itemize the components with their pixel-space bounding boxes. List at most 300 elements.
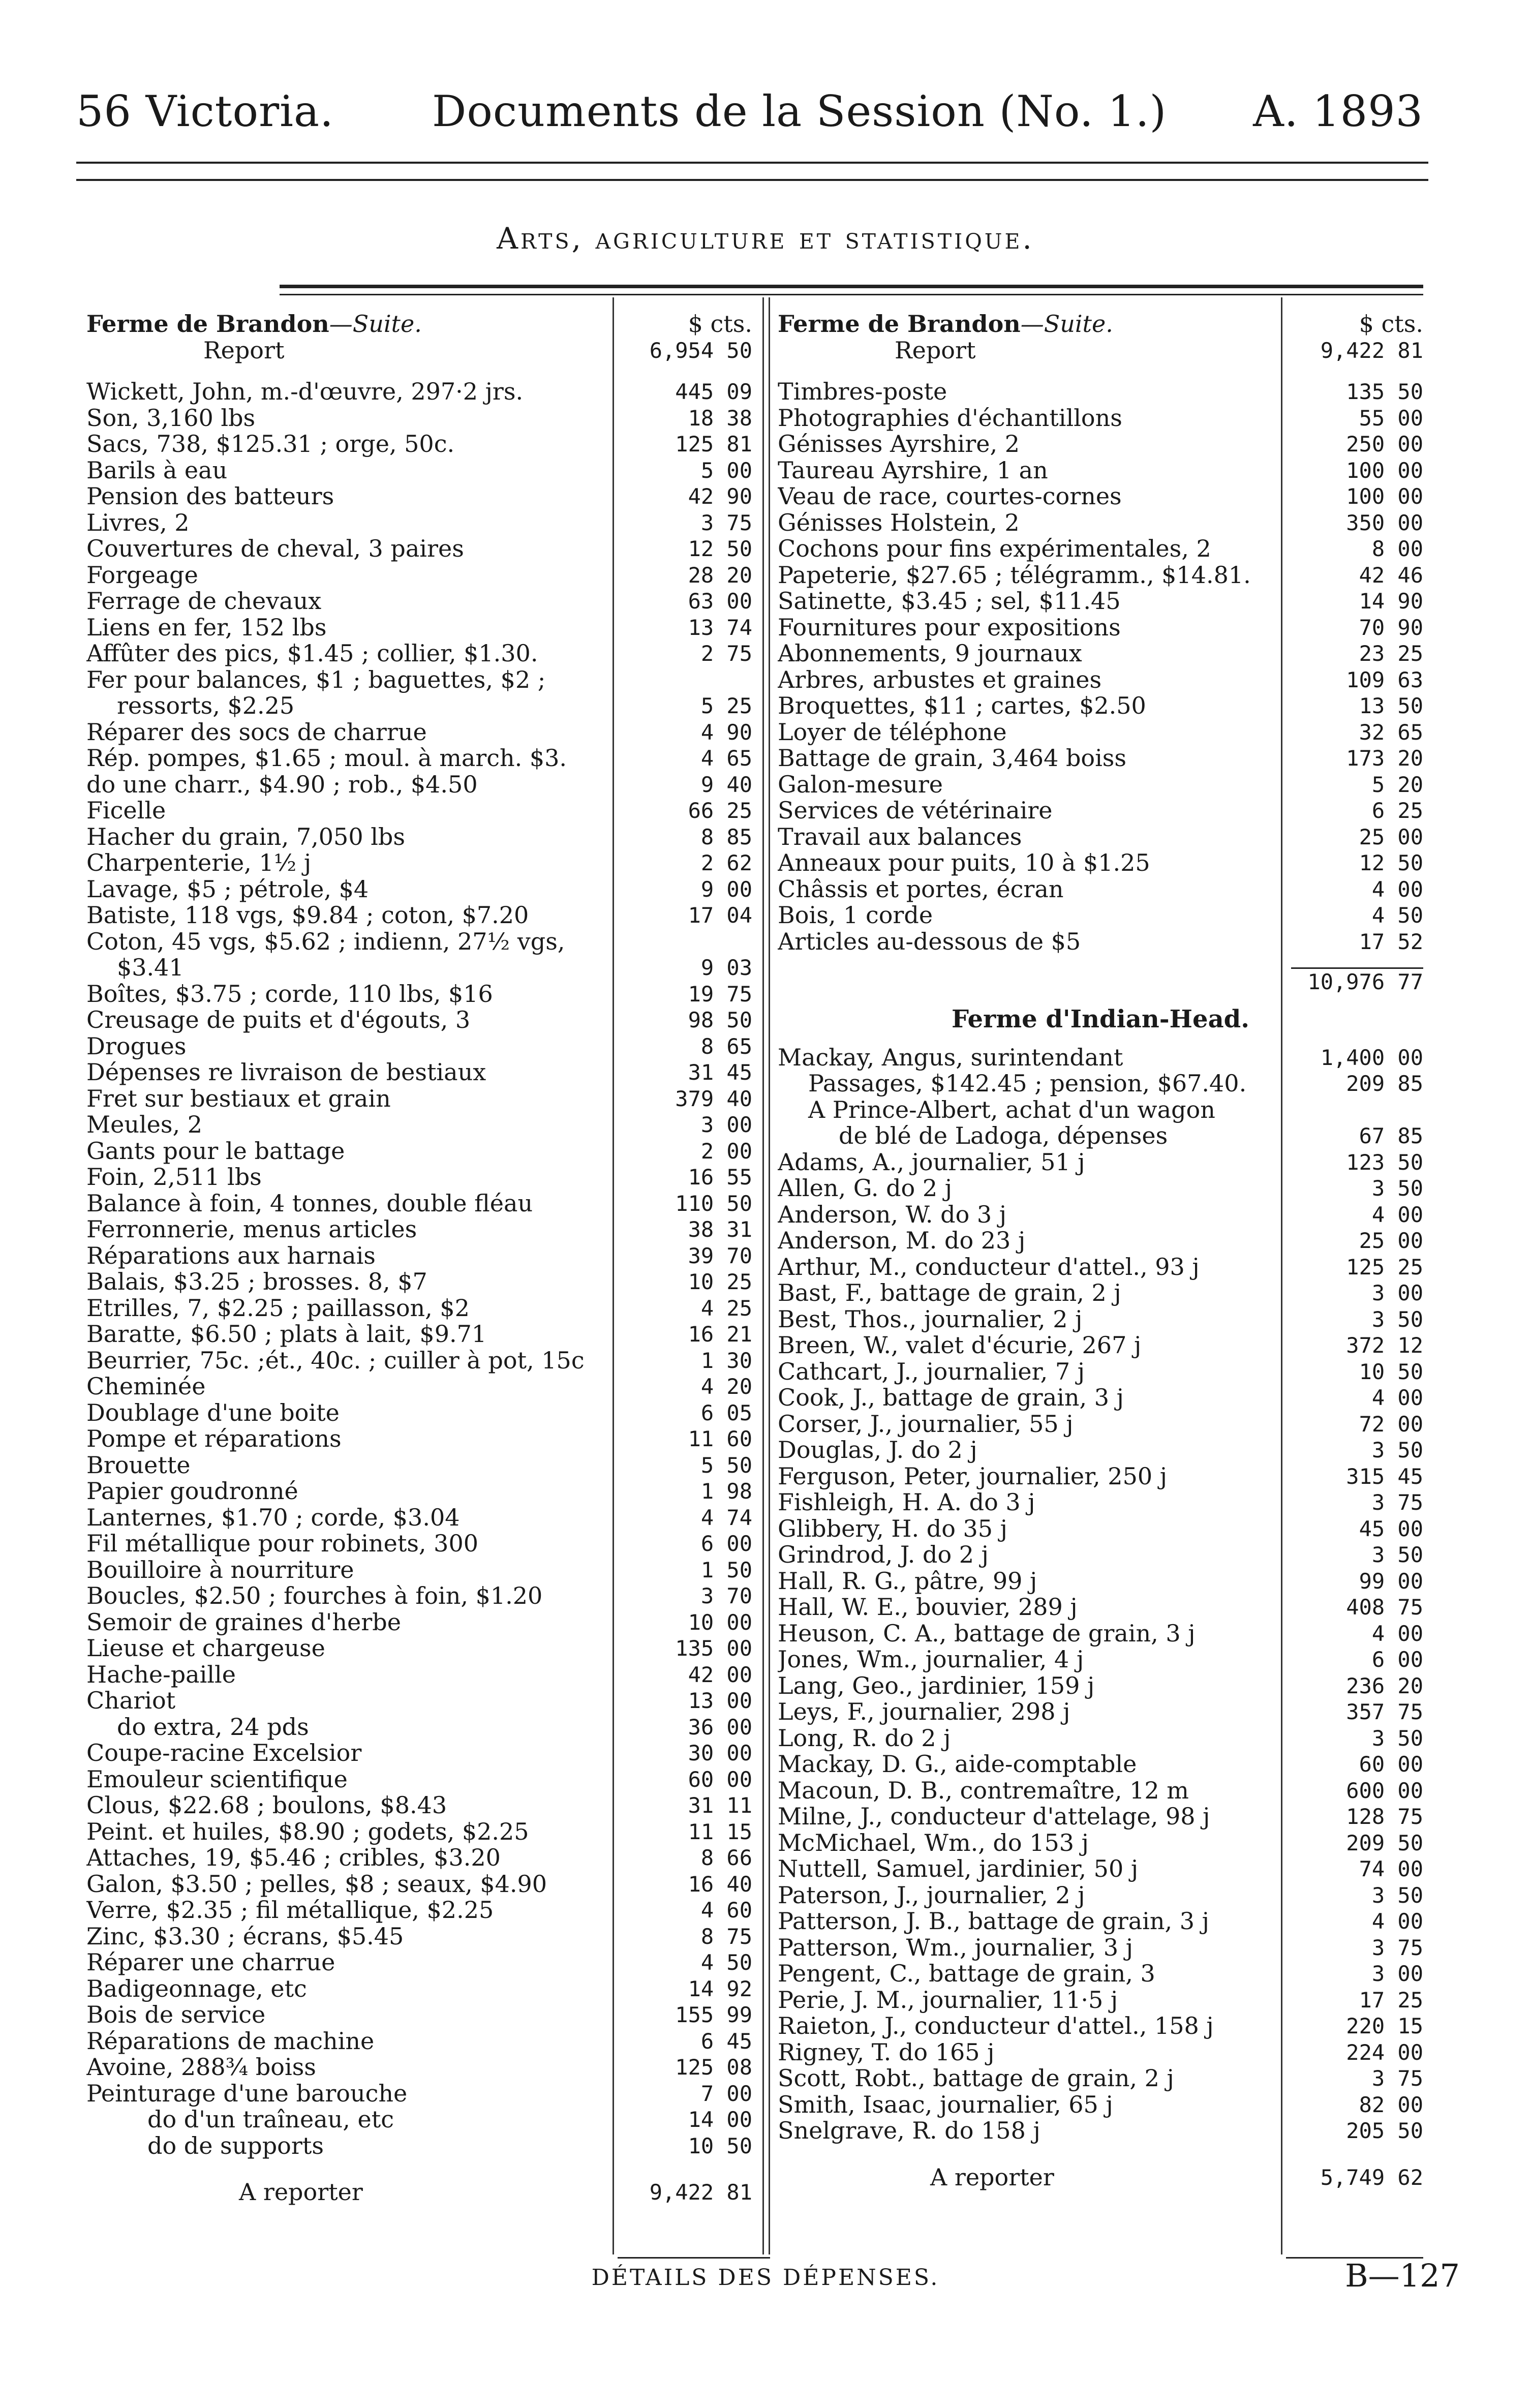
ledger-row: [86, 1688, 752, 1714]
ledger-row: [778, 1202, 1423, 1228]
ledger-item-description: Livres, 2: [86, 509, 190, 536]
ledger-item-description: ressorts, $2.25: [117, 693, 295, 719]
section-rule-thin: [280, 294, 1423, 295]
ledger-item-amount: 209 50: [1346, 1830, 1423, 1855]
ledger-item-amount: 45 00: [1359, 1516, 1423, 1541]
ledger-item-description: Etrilles, 7, $2.25 ; paillasson, $2: [86, 1295, 470, 1321]
ledger-row: [86, 458, 752, 484]
ledger-item-description: Clous, $22.68 ; boulons, $8.43: [86, 1792, 447, 1819]
ledger-row: [86, 772, 752, 798]
page-number: B—127: [1345, 2257, 1460, 2294]
ledger-row: [778, 1673, 1423, 1699]
ledger-item-description: Travail aux balances: [778, 824, 1022, 850]
ledger-item-description: Broquettes, $11 ; cartes, $2.50: [778, 693, 1146, 719]
ledger-row: [778, 745, 1423, 772]
ledger-row: [86, 1871, 752, 1898]
ledger-item-amount: 10 00: [688, 1609, 752, 1635]
ledger-item-description: Attaches, 19, $5.46 ; cribles, $3.20: [86, 1845, 501, 1871]
ledger-item-description: Smith, Isaac, journalier, 65 j: [778, 2091, 1113, 2118]
ledger-item-amount: 18 38: [688, 405, 752, 431]
ledger-item-description: Galon-mesure: [778, 771, 943, 798]
ledger-row: [86, 641, 752, 667]
ledger-item-amount: 14 90: [1359, 589, 1423, 614]
ledger-row: [86, 1007, 752, 1033]
left-rows: [86, 379, 752, 2159]
ledger-item-amount: 3 50: [1371, 1438, 1423, 1462]
ledger-row: [86, 798, 752, 824]
ledger-row: [86, 1976, 752, 2002]
ledger-item-description: Réparations de machine: [86, 2028, 375, 2054]
ledger-item-description: Paterson, J., journalier, 2 j: [778, 1882, 1085, 1908]
ledger-row: [86, 2081, 752, 2107]
ledger-item-description: Emouleur scientifique: [86, 1766, 348, 1792]
ledger-item-description: Zinc, $3.30 ; écrans, $5.45: [86, 1923, 404, 1949]
ledger-item-description: Nuttell, Samuel, jardinier, 50 j: [778, 1856, 1139, 1882]
ledger-row: [778, 1097, 1423, 1123]
ledger-item-description: Perie, J. M., journalier, 11·5 j: [778, 1987, 1118, 2013]
ledger-item-amount: 3 70: [700, 1583, 752, 1608]
ledger-item-amount: 1 50: [700, 1557, 752, 1582]
ledger-row: [778, 1594, 1423, 1621]
ledger-item-amount: 123 50: [1346, 1149, 1423, 1175]
right-report-amount: 9,422 81: [1320, 338, 1423, 363]
ledger-item-description: Passages, $142.45 ; pension, $67.40.: [808, 1071, 1247, 1097]
ledger-item-amount: 3 50: [1371, 1882, 1423, 1908]
ledger-item-description: Leys, F., journalier, 298 j: [778, 1699, 1070, 1725]
ledger-item-description: Ferronnerie, menus articles: [86, 1216, 417, 1243]
ledger-item-description: Sacs, 738, $125.31 ; orge, 50c.: [86, 431, 455, 458]
ledger-item-description: Dépenses re livraison de bestiaux: [86, 1059, 486, 1086]
ledger-item-description: Brouette: [86, 1452, 191, 1478]
ledger-row: [778, 1568, 1423, 1595]
ledger-item-description: Doublage d'une boite: [86, 1399, 340, 1426]
ledger-item-description: do de supports: [147, 2132, 324, 2159]
ledger-row: [86, 1531, 752, 1557]
ledger-item-amount: 1 98: [700, 1479, 752, 1504]
ledger-item-description: Meules, 2: [86, 1112, 203, 1138]
ledger-item-amount: 6 05: [700, 1400, 752, 1425]
right-amount-header: $ cts.: [1359, 310, 1423, 338]
ledger-item-description: Loyer de téléphone: [778, 719, 1007, 745]
ledger-row: [86, 693, 752, 719]
ledger-item-description: Cheminée: [86, 1374, 206, 1400]
ledger-item-description: Timbres-poste: [778, 379, 947, 405]
header-rule-bottom: [76, 179, 1428, 181]
right-total-row: [778, 2165, 1423, 2191]
ledger-item-amount: 42 90: [688, 484, 752, 509]
ledger-item-description: Anneaux pour puits, 10 à $1.25: [778, 850, 1150, 876]
ledger-row: [778, 405, 1423, 432]
ledger-item-amount: 9 00: [700, 876, 752, 902]
ledger-item-amount: 110 50: [675, 1191, 752, 1216]
ledger-row: [778, 1149, 1423, 1176]
ledger-row: [86, 510, 752, 536]
ledger-row: [778, 1621, 1423, 1647]
ledger-row: [86, 1374, 752, 1400]
ledger-item-amount: 445 09: [675, 379, 752, 404]
ledger-item-description: Ferrage de chevaux: [86, 588, 322, 615]
ledger-item-description: Raieton, J., conducteur d'attel., 158 j: [778, 2013, 1214, 2039]
ledger-item-amount: 12 50: [1359, 850, 1423, 875]
ledger-row: [778, 667, 1423, 693]
ledger-item-amount: 4 90: [700, 719, 752, 745]
ledger-item-amount: 38 31: [688, 1217, 752, 1242]
ledger-item-description: Services de vétérinaire: [778, 798, 1053, 824]
ledger-row: [86, 1897, 752, 1924]
ledger-item-amount: [620, 929, 752, 955]
ledger-row: [86, 1086, 752, 1112]
ledger-item-description: Fil métallique pour robinets, 300: [86, 1531, 478, 1557]
ledger-row: [778, 1411, 1423, 1438]
ledger-row: [86, 876, 752, 903]
ledger-row: [778, 902, 1423, 929]
ledger-row: [86, 405, 752, 432]
ledger-item-description: Galon, $3.50 ; pelles, $8 ; seaux, $4.90: [86, 1871, 547, 1897]
ledger-row: [778, 1961, 1423, 1987]
ledger-item-amount: 28 20: [688, 562, 752, 588]
ledger-item-amount: 17 04: [688, 903, 752, 928]
ledger-item-amount: 55 00: [1359, 405, 1423, 431]
ledger-item-amount: 60 00: [688, 1766, 752, 1792]
ledger-item-amount: 16 21: [688, 1322, 752, 1347]
ledger-item-amount: 3 50: [1371, 1306, 1423, 1332]
ledger-row: [778, 798, 1423, 824]
ledger-item-amount: 173 20: [1346, 746, 1423, 771]
ledger-row: [778, 1908, 1423, 1935]
ledger-item-amount: 5 25: [700, 693, 752, 718]
ledger-item-description: Hache-paille: [86, 1661, 236, 1688]
ledger-row: [778, 1778, 1423, 1804]
ledger-row: [86, 1191, 752, 1217]
ledger-item-amount: 2 75: [700, 641, 752, 666]
ledger-row: [778, 1882, 1423, 1909]
ledger-item-amount: 63 00: [688, 589, 752, 614]
ledger-item-description: Jones, Wm., journalier, 4 j: [778, 1647, 1084, 1673]
ledger-item-amount: 17 25: [1359, 1987, 1423, 2013]
ledger-item-amount: 100 00: [1346, 458, 1423, 483]
ledger-item-amount: 3 75: [1371, 2066, 1423, 2091]
ledger-item-amount: 11 15: [688, 1819, 752, 1844]
ledger-row: [778, 1280, 1423, 1306]
ledger-item-amount: 125 25: [1346, 1254, 1423, 1279]
ledger-row: [86, 667, 752, 693]
ledger-item-amount: 13 00: [688, 1688, 752, 1713]
ledger-item-amount: 7 00: [700, 2081, 752, 2106]
ledger-row: [86, 1609, 752, 1636]
ledger-item-amount: 23 25: [1359, 641, 1423, 666]
ledger-row: [86, 1557, 752, 1583]
ledger-item-amount: 5 00: [700, 458, 752, 483]
ledger-item-description: Fishleigh, H. A. do 3 j: [778, 1489, 1035, 1516]
section-title: Arts, agriculture et statistique.: [497, 221, 1034, 256]
ledger-item-description: Badigeonnage, etc: [86, 1975, 307, 2002]
ledger-row: [86, 1662, 752, 1688]
ledger-item-description: Hall, W. E., bouvier, 289 j: [778, 1594, 1078, 1621]
ledger-item-description: Affûter des pics, $1.45 ; collier, $1.30.: [86, 641, 538, 667]
ledger-item-description: Son, 3,160 lbs: [86, 405, 256, 431]
ledger-row: [86, 745, 752, 772]
ledger-row: [778, 772, 1423, 798]
ledger-row: [778, 2039, 1423, 2066]
ledger-item-description: Fer pour balances, $1 ; baguettes, $2 ;: [86, 666, 546, 693]
ledger-row: [778, 1332, 1423, 1359]
left-column-header: [86, 311, 752, 338]
ledger-row: [778, 510, 1423, 536]
ledger-item-amount: 30 00: [688, 1741, 752, 1765]
ledger-item-description: Gants pour le battage: [86, 1138, 345, 1164]
ledger-item-amount: 31 45: [688, 1060, 752, 1085]
ledger-row: [778, 483, 1423, 510]
section-rule-thick: [280, 285, 1423, 288]
page-footer: DÉTAILS DES DÉPENSES.: [591, 2265, 940, 2291]
ledger-item-amount: 3 50: [1371, 1176, 1423, 1201]
ledger-item-description: Châssis et portes, écran: [778, 876, 1064, 902]
ledger-item-description: Snelgrave, R. do 158 j: [778, 2118, 1040, 2144]
ledger-item-amount: 16 40: [688, 1871, 752, 1897]
right-column-header: [778, 311, 1423, 338]
ledger-item-description: Wickett, John, m.-d'œuvre, 297·2 jrs.: [86, 379, 524, 405]
ledger-item-amount: 128 75: [1346, 1804, 1423, 1829]
ledger-item-description: Macoun, D. B., contremaître, 12 m: [778, 1777, 1189, 1804]
column-divider-left: [762, 297, 764, 2254]
ledger-item-description: Lieuse et chargeuse: [86, 1635, 325, 1662]
ledger-item-description: Pompe et réparations: [86, 1426, 342, 1452]
ledger-row: [778, 588, 1423, 615]
ledger-item-amount: 70 90: [1359, 615, 1423, 640]
ledger-row: [86, 824, 752, 850]
ledger-item-description: Glibbery, H. do 35 j: [778, 1515, 1007, 1542]
ledger-item-description: Baratte, $6.50 ; plats à lait, $9.71: [86, 1321, 487, 1348]
ledger-row: [86, 1400, 752, 1426]
ledger-item-amount: 13 50: [1359, 693, 1423, 718]
ledger-item-amount: 8 85: [700, 824, 752, 849]
ledger-item-amount: 99 00: [1359, 1568, 1423, 1594]
ledger-row: [778, 1464, 1423, 1490]
ledger-item-amount: 6 00: [700, 1531, 752, 1556]
ledger-item-description: Papeterie, $27.65 ; télégramm., $14.81.: [778, 562, 1251, 588]
left-column: [86, 311, 752, 2248]
ledger-item-amount: 100 00: [1346, 484, 1423, 509]
ledger-item-description: Bouilloire à nourriture: [86, 1557, 354, 1583]
ledger-item-description: Veau de race, courtes-cornes: [778, 483, 1122, 510]
ledger-item-description: Lang, Geo., jardinier, 159 j: [778, 1672, 1095, 1699]
ledger-row: [778, 1804, 1423, 1830]
ledger-row: [86, 981, 752, 1008]
ledger-row: [86, 536, 752, 562]
ledger-item-amount: 155 99: [675, 2002, 752, 2027]
ledger-row: [86, 615, 752, 641]
ledger-row: [86, 1819, 752, 1845]
ledger-row: [86, 379, 752, 405]
ledger-item-amount: 236 20: [1346, 1673, 1423, 1698]
ledger-row: [778, 1045, 1423, 1071]
ledger-row: [86, 1766, 752, 1793]
ledger-row: [86, 1505, 752, 1531]
ledger-item-description: Taureau Ayrshire, 1 an: [778, 457, 1048, 483]
ledger-item-amount: 17 52: [1359, 929, 1423, 954]
ledger-item-description: Best, Thos., journalier, 2 j: [778, 1306, 1083, 1332]
ledger-row: [86, 1243, 752, 1269]
page-header: [76, 86, 1423, 142]
ledger-row: [86, 483, 752, 510]
ledger-item-description: Papier goudronné: [86, 1478, 298, 1505]
ledger-item-amount: 4 00: [1371, 1621, 1423, 1646]
ledger-row: [86, 2107, 752, 2133]
ledger-item-amount: 3 00: [1371, 1961, 1423, 1986]
ledger-item-amount: 11 60: [688, 1426, 752, 1451]
ledger-item-description: de blé de Ladoga, dépenses: [839, 1123, 1168, 1149]
ledger-item-description: Breen, W., valet d'écurie, 267 j: [778, 1332, 1142, 1359]
ledger-item-description: Bois, 1 corde: [778, 902, 933, 929]
ledger-row: [778, 2065, 1423, 2092]
ledger-row: [778, 1647, 1423, 1673]
ledger-row: [778, 693, 1423, 719]
ledger-item-amount: 2 62: [700, 850, 752, 875]
ledger-item-description: Beurrier, 75c. ;ét., 40c. ; cuiller à pot, 15c: [86, 1347, 585, 1374]
ledger-item-amount: 109 63: [1346, 667, 1423, 692]
ledger-item-description: Couvertures de cheval, 3 paires: [86, 536, 464, 562]
ledger-row: [778, 1699, 1423, 1725]
ledger-row: [778, 1437, 1423, 1464]
ledger-row: [778, 1516, 1423, 1542]
ledger-row: [86, 1714, 752, 1741]
ledger-row: [778, 1254, 1423, 1281]
ledger-row: [778, 1175, 1423, 1202]
ledger-item-description: Hacher du grain, 7,050 lbs: [86, 824, 405, 850]
ledger-item-description: Arbres, arbustes et graines: [778, 666, 1102, 693]
ledger-item-amount: 224 00: [1346, 2039, 1423, 2065]
ledger-item-description: Ficelle: [86, 798, 166, 824]
left-total-amount: 9,422 81: [649, 2180, 752, 2205]
ledger-row: [778, 379, 1423, 405]
ledger-item-description: do d'un traîneau, etc: [147, 2107, 394, 2133]
ledger-item-description: Avoine, 288¾ boiss: [86, 2054, 316, 2081]
ledger-item-amount: 4 60: [700, 1898, 752, 1923]
ledger-item-amount: 4 74: [700, 1505, 752, 1530]
ledger-row: [86, 1583, 752, 1609]
ledger-item-amount: 42 00: [688, 1662, 752, 1687]
ledger-item-description: Battage de grain, 3,464 boiss: [778, 745, 1127, 772]
column-divider-right: [769, 297, 770, 2254]
ledger-item-description: Foin, 2,511 lbs: [86, 1164, 262, 1191]
ledger-item-amount: 3 00: [1371, 1281, 1423, 1305]
left-report-row: [86, 338, 752, 364]
left-report-amount: 6,954 50: [649, 338, 752, 363]
ledger-item-amount: 379 40: [675, 1086, 752, 1111]
right-total-label: A reporter: [930, 2164, 1054, 2190]
ledger-item-amount: 135 00: [675, 1636, 752, 1661]
ledger-item-description: Cathcart, J., journalier, 7 j: [778, 1358, 1085, 1385]
ledger-item-description: Photographies d'échantillons: [778, 405, 1122, 431]
left-report-label: Report: [203, 337, 285, 363]
ledger-row: [86, 1348, 752, 1374]
ledger-item-amount: 16 55: [688, 1165, 752, 1190]
ledger-item-description: Mackay, D. G., aide-comptable: [778, 1751, 1137, 1778]
ledger-item-amount: 31 11: [688, 1793, 752, 1818]
ledger-item-amount: 3 75: [700, 510, 752, 535]
ledger-row: [778, 1385, 1423, 1411]
right-subtotal-row: [778, 967, 1423, 994]
ledger-item-description: Rigney, T. do 165 j: [778, 2039, 995, 2065]
ledger-row: [86, 431, 752, 458]
ledger-item-amount: 4 25: [700, 1295, 752, 1321]
ledger-row: [86, 1321, 752, 1348]
ledger-row: [86, 1216, 752, 1243]
ledger-item-description: Anderson, W. do 3 j: [778, 1201, 1007, 1228]
left-total-label: A reporter: [239, 2179, 363, 2206]
header-right: A. 1893: [1253, 86, 1423, 136]
right-report-label: Report: [895, 337, 976, 363]
ledger-row: [86, 2054, 752, 2081]
ledger-row: [778, 458, 1423, 484]
left-total-row: [86, 2179, 752, 2206]
ledger-item-description: Cook, J., battage de grain, 3 j: [778, 1385, 1124, 1411]
ledger-item-amount: 10 50: [688, 2133, 752, 2158]
ledger-item-description: Long, R. do 2 j: [778, 1725, 951, 1751]
ledger-item-amount: 4 00: [1371, 1202, 1423, 1227]
ledger-item-description: Réparer des socs de charrue: [86, 719, 427, 745]
ledger-row: [778, 1542, 1423, 1568]
ledger-item-description: Satinette, $3.45 ; sel, $11.45: [778, 588, 1121, 615]
ledger-item-amount: [1291, 1097, 1423, 1123]
ledger-row: [86, 929, 752, 955]
ledger-item-description: McMichael, Wm., do 153 j: [778, 1830, 1089, 1856]
right-column: [778, 311, 1423, 2248]
ledger-item-amount: 39 70: [688, 1243, 752, 1268]
ledger-row: [778, 719, 1423, 746]
ledger-item-description: do extra, 24 pds: [117, 1714, 309, 1740]
ledger-row: [86, 850, 752, 876]
ledger-item-amount: 8 75: [700, 1924, 752, 1949]
ledger-item-description: Liens en fer, 152 lbs: [86, 614, 327, 641]
ledger-item-amount: 66 25: [688, 798, 752, 823]
right-column-title: Ferme de Brandon: [778, 311, 1021, 338]
left-total-rule: [618, 2257, 770, 2259]
ledger-item-amount: 25 00: [1359, 824, 1423, 849]
ledger-item-description: Fournitures pour expositions: [778, 614, 1121, 641]
ledger-row: [778, 876, 1423, 903]
ledger-item-description: Génisses Ayrshire, 2: [778, 431, 1020, 458]
ledger-item-description: Grindrod, J. do 2 j: [778, 1542, 989, 1568]
ledger-item-amount: 350 00: [1346, 510, 1423, 535]
left-column-subtitle: —Suite.: [329, 311, 422, 338]
ledger-row: [778, 1725, 1423, 1752]
ledger-item-amount: 4 65: [700, 746, 752, 771]
ledger-item-amount: 10 50: [1359, 1359, 1423, 1384]
ledger-item-description: Réparations aux harnais: [86, 1242, 376, 1269]
ledger-item-description: Réparer une charrue: [86, 1949, 335, 1976]
ledger-row: [778, 1856, 1423, 1882]
ledger-item-description: Mackay, Angus, surintendant: [778, 1044, 1123, 1071]
ledger-item-amount: 74 00: [1359, 1856, 1423, 1881]
ledger-item-description: Chariot: [86, 1688, 176, 1714]
ledger-item-description: Scott, Robt., battage de grain, 2 j: [778, 2065, 1174, 2092]
ledger-row: [86, 562, 752, 589]
ledger-item-description: Bast, F., battage de grain, 2 j: [778, 1280, 1121, 1306]
ledger-item-amount: 1,400 00: [1320, 1045, 1423, 1070]
ledger-item-description: Balais, $3.25 ; brosses. 8, $7: [86, 1269, 427, 1295]
ledger-item-description: Patterson, J. B., battage de grain, 3 j: [778, 1908, 1209, 1935]
ledger-item-description: Drogues: [86, 1033, 187, 1059]
ledger-item-amount: 250 00: [1346, 432, 1423, 456]
ledger-item-description: Corser, J., journalier, 55 j: [778, 1411, 1074, 1437]
ledger-row: [778, 1306, 1423, 1333]
ledger-row: [778, 850, 1423, 876]
ledger-row: [86, 2133, 752, 2159]
ledger-item-amount: 8 65: [700, 1033, 752, 1059]
ledger-item-description: Génisses Holstein, 2: [778, 509, 1020, 536]
ledger-row: [86, 719, 752, 746]
